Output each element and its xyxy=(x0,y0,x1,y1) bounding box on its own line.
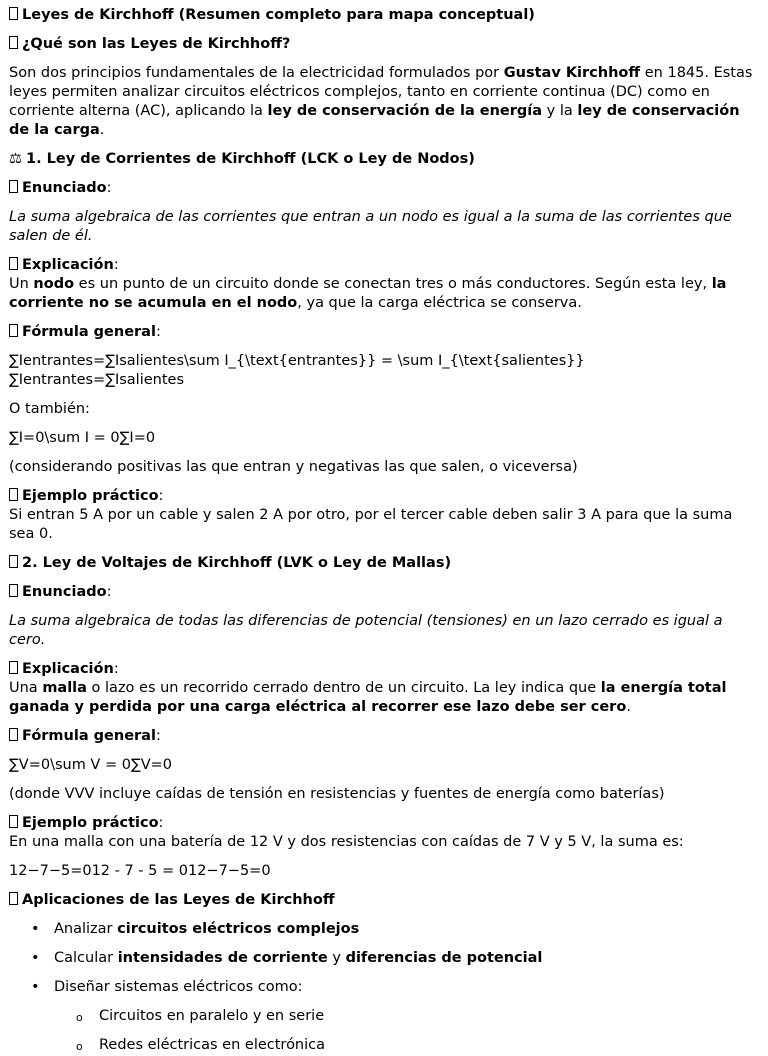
lvk-explicacion: Explicación: Una malla o lazo es un recorrido cerrado dentro de un circuito. La ley indica que la energía total ganada y perdida por una carga eléctrica al recorrer ese lazo debe ser cero. xyxy=(9,661,727,715)
lck-tambien: O también: xyxy=(9,401,90,417)
lck-ejemplo: Ejemplo práctico: Si entran 5 A por un cable y salen 2 A por otro, por el tercer cable deben salir 3 A para que la suma sea 0. xyxy=(9,488,733,542)
missing-glyph-icon xyxy=(9,661,18,674)
lck-explicacion: Explicación: Un nodo es un punto de un circuito donde se conectan tres o más conductores. Según esta ley, la corriente no se acumula en el nodo, ya que la carga eléctrica se conserva. xyxy=(9,257,727,311)
lck-formula-alt: ∑I=0\sum I = 0∑I=0 xyxy=(9,430,156,446)
lck-enunciado: La suma algebraica de las corrientes que entran a un nodo es igual a la suma de las corrientes que salen de él. xyxy=(9,209,732,244)
lvk-heading: 2. Ley de Voltajes de Kirchhoff (LVK o Ley de Mallas) xyxy=(9,554,759,573)
missing-glyph-icon xyxy=(9,488,18,501)
missing-glyph-icon xyxy=(9,584,18,597)
aplicaciones-heading: Aplicaciones de las Leyes de Kirchhoff xyxy=(9,891,759,910)
lvk-ejemplo: Ejemplo práctico: En una malla con una batería de 12 V y dos resistencias con caídas de 7 V y 5 V, la suma es: xyxy=(9,815,684,850)
lvk-formula-label: Fórmula general: xyxy=(9,727,759,746)
sub-list-item: o Circuitos en paralelo y en serie xyxy=(54,1007,759,1026)
missing-glyph-icon xyxy=(9,257,18,270)
list-item: • Calcular intensidades de corriente y diferencias de potencial xyxy=(9,949,759,968)
missing-glyph-icon xyxy=(9,892,18,905)
missing-glyph-icon xyxy=(9,36,18,49)
lvk-ecuacion: 12−7−5=012 - 7 - 5 = 012−7−5=0 xyxy=(9,863,271,879)
missing-glyph-icon xyxy=(9,728,18,741)
lck-enunciado-label: Enunciado: xyxy=(9,179,759,198)
intro-heading: ¿Qué son las Leyes de Kirchhoff? xyxy=(9,35,759,54)
sub-list xyxy=(54,1007,759,1055)
sub-list-item: o Redes eléctricas en electrónica xyxy=(54,1036,759,1055)
scale-icon: ⚖ xyxy=(9,151,22,167)
document-title: Leyes de Kirchhoff (Resumen completo para mapa conceptual) xyxy=(9,6,759,25)
missing-glyph-icon xyxy=(9,555,18,568)
lck-formula: ∑Ientrantes=∑Isalientes\sum I_{\text{entrantes}} = \sum I_{\text{salientes}}∑Ientrantes=∑Isalientes xyxy=(9,353,585,388)
lvk-nota: (donde VVV incluye caídas de tensión en resistencias y fuentes de energía como baterías) xyxy=(9,786,665,802)
intro-paragraph: Son dos principios fundamentales de la electricidad formulados por Gustav Kirchhoff en 1845. Estas leyes permiten analizar circuitos eléctricos complejos, tanto en corriente continua (DC) como en corriente alterna (AC), aplicando la ley de conservación de la energía y la ley de conservación de la carga. xyxy=(9,65,753,138)
lvk-enunciado-label: Enunciado: xyxy=(9,583,759,602)
list-item: • Diseñar sistemas eléctricos como: o Circuitos en paralelo y en serie o Redes eléctricas en electrónica xyxy=(9,978,759,1055)
lck-formula-label: Fórmula general: xyxy=(9,323,759,342)
missing-glyph-icon xyxy=(9,7,18,20)
missing-glyph-icon xyxy=(9,324,18,337)
lck-nota: (considerando positivas las que entran y negativas las que salen, o viceversa) xyxy=(9,459,578,475)
missing-glyph-icon xyxy=(9,815,18,828)
lck-heading: ⚖ 1. Ley de Corrientes de Kirchhoff (LCK o Ley de Nodos) xyxy=(9,151,475,167)
lvk-formula: ∑V=0\sum V = 0∑V=0 xyxy=(9,757,173,773)
aplicaciones-list xyxy=(9,920,759,1055)
lvk-enunciado: La suma algebraica de todas las diferencias de potencial (tensiones) en un lazo cerrado es igual a cero. xyxy=(9,613,723,648)
missing-glyph-icon xyxy=(9,180,18,193)
list-item: • Analizar circuitos eléctricos complejos xyxy=(9,920,759,939)
